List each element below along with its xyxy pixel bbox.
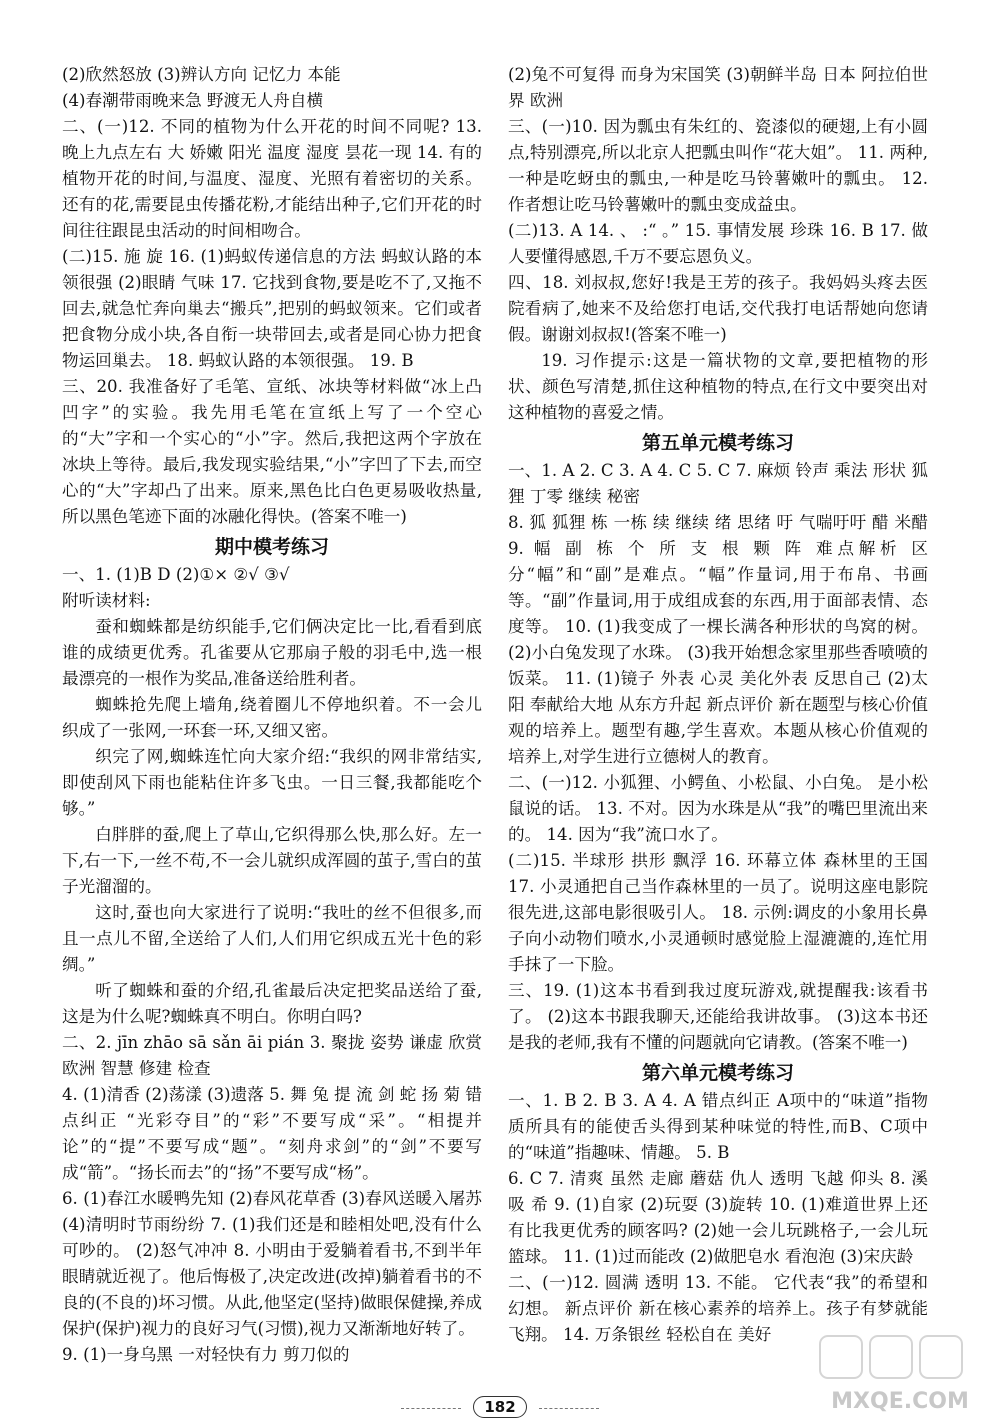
answer-paragraph: 蜘蛛抢先爬上墙角,绕着圈儿不停地织着。不一会儿织成了一张网,一环套一环,又细又密。 bbox=[62, 695, 482, 740]
answer-paragraph: (二)13. A 14. 、 :“ 。” 15. 事情发展 珍珠 16. B 17. 做人要懂得感恩,千万不要忘恩负义。 bbox=[508, 221, 928, 266]
answer-paragraph: 二、2. jīn zhāo sā sǎn āi pián 3. 聚拢 姿势 谦虚 欣赏 欧洲 智慧 修建 检查 bbox=[62, 1033, 482, 1078]
answer-paragraph: 织完了网,蜘蛛连忙向大家介绍:“我织的网非常结实,即使刮风下雨也能粘住许多飞虫。一日三餐,我都能吃个够。” bbox=[62, 747, 482, 818]
answer-paragraph: (2)欣然怒放 (3)辨认方向 记忆力 本能 bbox=[62, 65, 341, 84]
section-heading: 期中模考练习 bbox=[214, 536, 329, 558]
right-column bbox=[508, 62, 928, 1348]
answer-paragraph: 6. C 7. 清爽 虽然 走廊 蘑菇 仇人 透明 飞越 仰头 8. 溪 吸 希 9. (1)自家 (2)玩耍 (3)旋转 10. (1)难道世界上还有比我更优秀的顾客吗? (2)她一会儿玩跳格子,一会儿玩篮球。 11. (1)过而能改 (2)做肥皂水 看泡泡 (3)宋庆龄 bbox=[508, 1169, 928, 1266]
answer-paragraph: 四、18. 刘叔叔,您好!我是王芳的孩子。我妈妈头疼去医院看病了,她来不及给您打电话,交代我打电话帮她向您请假。谢谢刘叔叔!(答案不唯一) bbox=[508, 273, 928, 344]
section-heading: 第五单元模考练习 bbox=[641, 432, 794, 454]
answer-paragraph: 8. 狐 狐狸 栋 一栋 续 继续 绪 思绪 吁 气喘吁吁 醋 米醋 9. 幅 副 栋 个 所 支 根 颗 阵 难点解析 区分“幅”和“副”是难点。“幅”作量词,用于布帛、书画等。“副”作量词,用于成组成套的东西,用于面部表情、态度等。 10. (1)我变成了一棵长满各种形状的鸟窝的树。 (2)小白兔发现了水珠。 (3)我开始想念家里那些香喷喷的饭菜。 11. (1)镜子 外表 心灵 美化外表 反思自己 (2)太阳 奉献给大地 从东方升起 新点评价 新在题型与核心价值观的培养上。题型有趣,学生喜欢。本题从核心价值观的培养上,对学生进行立德树人的教育。 bbox=[508, 513, 928, 766]
answer-paragraph: (4)春潮带雨晚来急 野渡无人舟自横 bbox=[62, 91, 324, 110]
answer-paragraph: 一、1. (1)B D (2)①× ②√ ③√ bbox=[62, 565, 290, 584]
answer-paragraph: 附听读材料: bbox=[62, 591, 151, 610]
footer-rule-right bbox=[539, 1408, 599, 1409]
footer-rule-left bbox=[401, 1408, 461, 1409]
answer-paragraph: 这时,蚕也向大家进行了说明:“我吐的丝不但很多,而且一点儿不留,全送给了人们,人们用它织成五光十色的彩绸。” bbox=[62, 903, 482, 974]
answer-paragraph: 蚕和蜘蛛都是纺织能手,它们俩决定比一比,看看到底谁的成绩更优秀。孔雀要从它那扇子般的羽毛中,选一根最漂亮的一根作为奖品,准备送给胜利者。 bbox=[62, 617, 482, 688]
answer-paragraph: 4. (1)清香 (2)荡漾 (3)遗落 5. 舞 兔 提 流 剑 蛇 扬 菊 错点纠正 “光彩夺目”的“彩”不要写成“采”。“相提并论”的“提”不要写成“题”。“刻舟求剑”的“剑”不要写成“箭”。“扬长而去”的“扬”不要写成“杨”。 bbox=[62, 1085, 482, 1182]
watermark-text: MXQE.COM bbox=[831, 1389, 969, 1414]
answer-paragraph: 二、(一)12. 不同的植物为什么开花的时间不同呢? 13. 晚上九点左右 大 娇嫩 阳光 温度 湿度 昙花一现 14. 有的植物开花的时间,与温度、湿度、光照有着密切的关系。 还有的花,需要昆虫传播花粉,才能结出种子,它们开花的时间往往跟昆虫活动的时间相吻合。 bbox=[62, 117, 482, 240]
answer-paragraph: 9. (1)一身乌黑 一对轻快有力 剪刀似的 bbox=[62, 1345, 350, 1364]
answer-paragraph: 19. 习作提示:这是一篇状物的文章,要把植物的形状、颜色写清楚,抓住这种植物的特点,在行文中要突出对这种植物的喜爱之情。 bbox=[508, 351, 928, 422]
answer-paragraph: (二)15. 半球形 拱形 飘浮 16. 环幕立体 森林里的王国 17. 小灵通把自己当作森林里的一员了。说明这座电影院很先进,这部电影很吸引人。 18. 示例:调皮的小象用长鼻子向小动物们喷水,小灵通顿时感觉脸上湿漉漉的,连忙用手抹了一下脸。 bbox=[508, 851, 928, 974]
answer-paragraph: 三、19. (1)这本书看到我过度玩游戏,就提醒我:该看书了。 (2)这本书跟我聊天,还能给我讲故事。 (3)这本书还是我的老师,我有不懂的问题就向它请教。(答案不唯一) bbox=[508, 981, 928, 1052]
page-number: 182 bbox=[473, 1396, 526, 1418]
left-column bbox=[62, 62, 482, 1368]
answer-paragraph: 听了蜘蛛和蚕的介绍,孔雀最后决定把奖品送给了蚕,这是为什么呢?蜘蛛真不明白。你明白吗? bbox=[62, 981, 482, 1026]
answer-paragraph: 三、(一)10. 因为瓢虫有朱红的、瓷漆似的硬翅,上有小圆点,特别漂亮,所以北京人把瓢虫叫作“花大姐”。 11. 两种,一种是吃蚜虫的瓢虫,一种是吃马铃薯嫩叶的瓢虫。 12. 作者想让吃马铃薯嫩叶的瓢虫变成益虫。 bbox=[508, 117, 928, 214]
answer-paragraph: 二、(一)12. 小狐狸、小鳄鱼、小松鼠、小白兔。 是小松鼠说的话。 13. 不对。因为水珠是从“我”的嘴巴里流出来的。 14. 因为“我”流口水了。 bbox=[508, 773, 928, 844]
answer-paragraph: 6. (1)春江水暖鸭先知 (2)春风花草香 (3)春风送暖入屠苏 (4)清明时节雨纷纷 7. (1)我们还是和睦相处吧,没有什么可吵的。 (2)怒气冲冲 8. 小明由于爱躺着看书,不到半年眼睛就近视了。他后悔极了,决定改进(改掉)躺着看书的不良的(不良的)坏习惯。从此,他坚定(坚持)做眼保健操,养成保护(保护)视力的良好习气(习惯),视力又渐渐地好转了。 bbox=[62, 1189, 482, 1338]
answer-paragraph: 三、20. 我准备好了毛笔、宣纸、冰块等材料做“冰上凸凹字”的实验。我先用毛笔在宣纸上写了一个空心的“大”字和一个实心的“小”字。然后,我把这两个字放在冰块上等待。最后,我发现实验结果,“小”字凹了下去,而空心的“大”字却凸了出来。原来,黑色比白色更易吸收热量,所以黑色笔迹下面的冰融化得快。(答案不唯一) bbox=[62, 377, 482, 526]
section-heading: 第六单元模考练习 bbox=[641, 1062, 794, 1084]
answer-paragraph: 二、(一)12. 圆满 透明 13. 不能。 它代表“我”的希望和幻想。 新点评价 新在核心素养的培养上。孩子有梦就能飞翔。 14. 万条银丝 轻松自在 美好 bbox=[508, 1273, 928, 1344]
answer-paragraph: 一、1. B 2. B 3. A 4. A 错点纠正 A项中的“味道”指物质所具有的能使舌头得到某种味觉的特性,而B、C项中的“味道”指趣味、情趣。 5. B bbox=[508, 1091, 928, 1162]
answer-paragraph: 一、1. A 2. C 3. A 4. C 5. C 7. 麻烦 铃声 乘法 形状 狐狸 丁零 继续 秘密 bbox=[508, 461, 928, 506]
answer-paragraph: (二)15. 施 旋 16. (1)蚂蚁传递信息的方法 蚂蚁认路的本领很强 (2)眼睛 气味 17. 它找到食物,要是吃不了,又拖不回去,就急忙奔向巢去“搬兵”,把别的蚂蚁领来。它们或者把食物分成小块,各自衔一块带回去,或者是同心协力把食物运回巢去。 18. 蚂蚁认路的本领很强。 19. B bbox=[62, 247, 482, 370]
watermark-logo bbox=[810, 1330, 990, 1420]
answer-paragraph: 白胖胖的蚕,爬上了草山,它织得那么快,那么好。左一下,右一下,一丝不苟,不一会儿就织成浑圆的茧子,雪白的茧子光溜溜的。 bbox=[62, 825, 482, 896]
answer-paragraph: (2)兔不可复得 而身为宋国笑 (3)朝鲜半岛 日本 阿拉伯世界 欧洲 bbox=[508, 65, 928, 110]
